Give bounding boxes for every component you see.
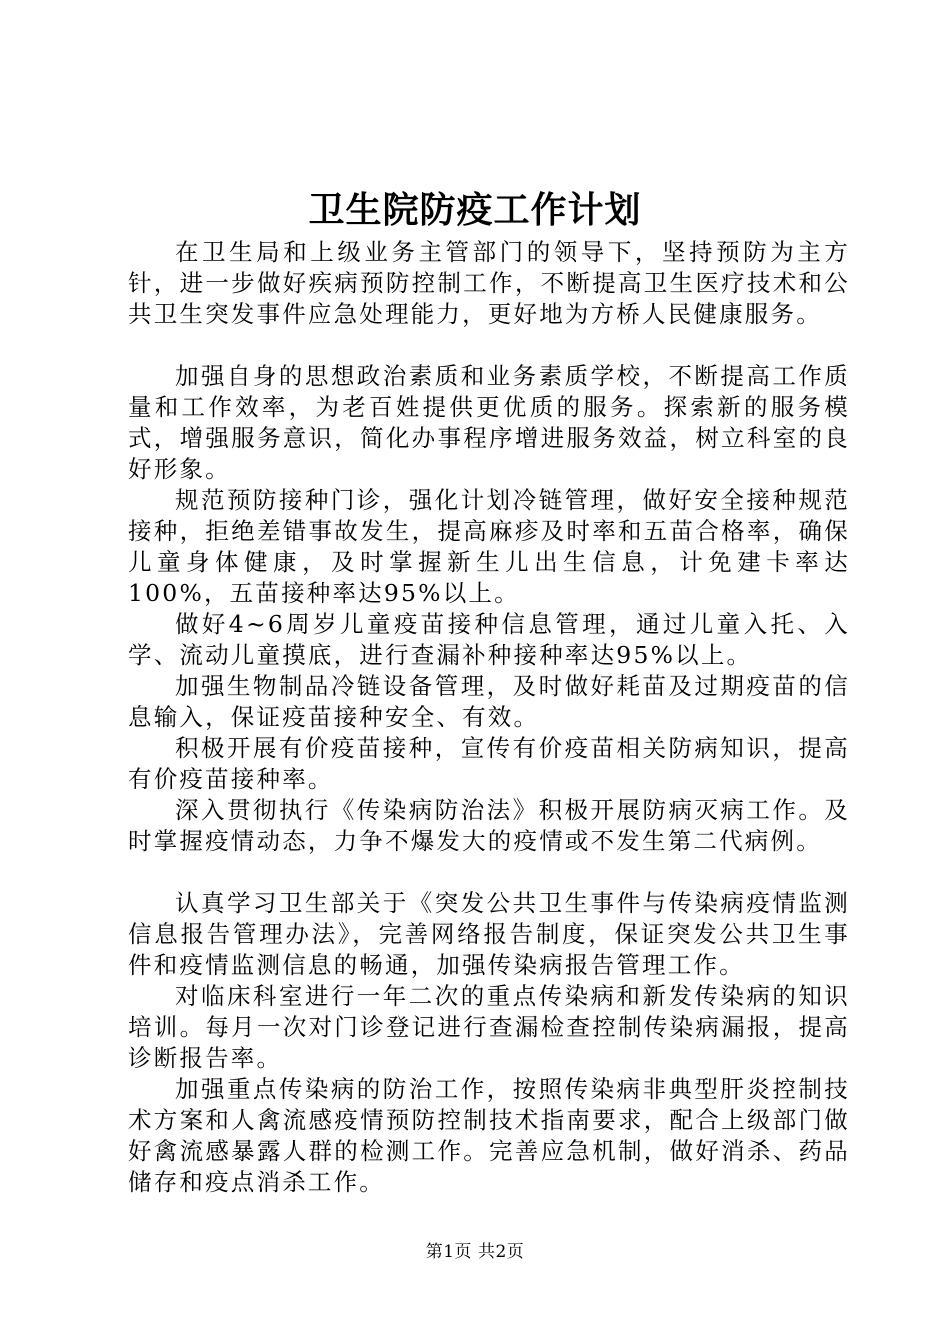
- paragraph-infectious-law: 深入贯彻执行《传染病防治法》积极开展防病灭病工作。及时掌握疫情动态，力争不爆发大的疫情或不发生第二代病例。: [128, 796, 850, 855]
- paragraph-vaccination-clinic: 规范预防接种门诊，强化计划冷链管理，做好安全接种规范接种，拒绝差错事故发生，提高麻疹及时率和五苗合格率，确保儿童身体健康，及时掌握新生儿出生信息，计免建卡率达100%，五苗接种率达95%以上。: [128, 486, 850, 607]
- paragraph-child-vaccine-info: 做好4~6周岁儿童疫苗接种信息管理，通过儿童入托、入学、流动儿童摸底，进行查漏补种接种率达95%以上。: [128, 610, 850, 669]
- paragraph-reporting: 认真学习卫生部关于《突发公共卫生事件与传染病疫情监测信息报告管理办法》，完善网络报告制度，保证突发公共卫生事件和疫情监测信息的畅通，加强传染病报告管理工作。: [128, 889, 850, 979]
- paragraph-cold-chain: 加强生物制品冷链设备管理，及时做好耗苗及过期疫苗的信息输入，保证疫苗接种安全、有效。: [128, 672, 850, 731]
- paragraph-intro: 在卫生局和上级业务主管部门的领导下，坚持预防为主方针，进一步做好疾病预防控制工作，不断提高卫生医疗技术和公共卫生突发事件应急处理能力，更好地为方桥人民健康服务。: [128, 238, 850, 328]
- page-footer: 第1页 共2页: [425, 1242, 525, 1262]
- paragraph-service-quality: 加强自身的思想政治素质和业务素质学校，不断提高工作质量和工作效率，为老百姓提供更优质的服务。探索新的服务模式，增强服务意识，简化办事程序增进服务效益，树立科室的良好形象。: [128, 362, 850, 483]
- paragraph-training: 对临床科室进行一年二次的重点传染病和新发传染病的知识培训。每月一次对门诊登记进行查漏检查控制传染病漏报，提高诊断报告率。: [128, 982, 850, 1072]
- document-title: 卫生院防疫工作计划: [308, 189, 642, 231]
- paragraph-paid-vaccines: 积极开展有价疫苗接种，宣传有价疫苗相关防病知识，提高有价疫苗接种率。: [128, 734, 850, 793]
- paragraph-key-diseases: 加强重点传染病的防治工作，按照传染病非典型肝炎控制技术方案和人禽流感疫情预防控制技术指南要求，配合上级部门做好禽流感暴露人群的检测工作。完善应急机制，做好消杀、药品储存和疫点消杀工作。: [128, 1075, 850, 1196]
- document-body: [128, 237, 850, 1198]
